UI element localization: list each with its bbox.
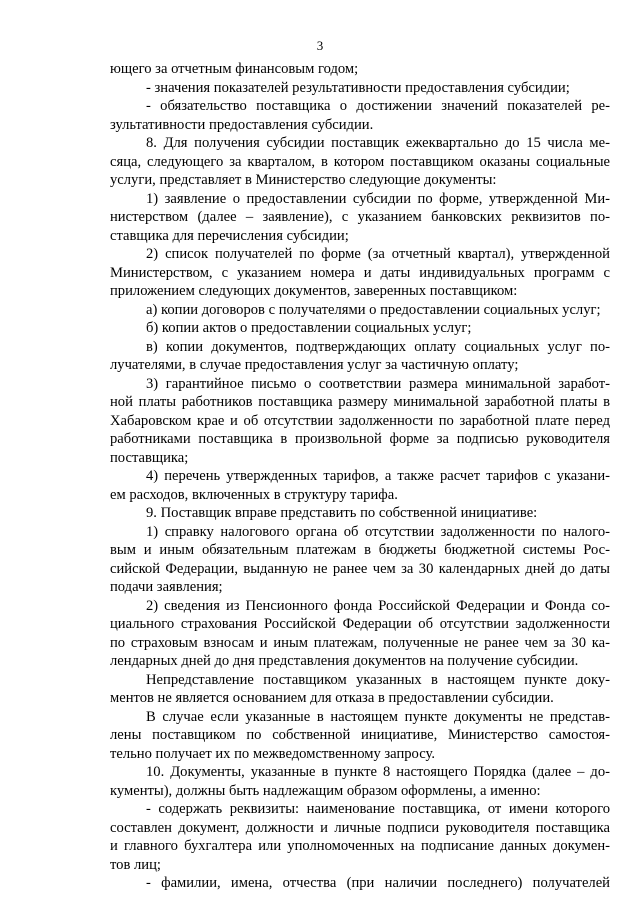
text-line: б) копии актов о предоставлении социальных услуг;: [146, 320, 472, 336]
text-line: - обязательство поставщика о достижении значений показателей ре-: [146, 98, 610, 114]
text-line: В случае если указанные в настоящем пункте документы не представ-: [146, 708, 610, 725]
text-line: ставщика для перечисления субсидии;: [110, 227, 349, 244]
text-line: ной платы работников поставщика размеру минимальной заработной платы в: [110, 394, 610, 410]
text-line: лендарных дней до дня представления документов на получение субсидии.: [110, 653, 579, 669]
text-line: и главного бухгалтера или уполномоченных на подписание данных докумен-: [110, 838, 610, 854]
text-line: - содержать реквизиты: наименование поставщика, от имени которого: [146, 801, 610, 817]
text-line: вым и иным обязательным платежам в бюджеты бюджетной системы Рос-: [110, 542, 610, 558]
text-line: по страховым взносам и иным платежам, полученные не ранее чем за 30 ка-: [110, 634, 610, 651]
text-line: кументы), должны быть надлежащим образом оформлены, а именно:: [110, 782, 541, 799]
text-line: работниками поставщика в произвольной форме за подписью руководителя: [110, 431, 610, 447]
text-line: ем расходов, включенных в структуру тарифа.: [110, 486, 398, 503]
text-line: в) копии документов, подтверждающих оплату социальных услуг по-: [146, 338, 610, 355]
text-line: приложением следующих документов, заверенных поставщиком:: [110, 283, 518, 299]
page-number: 3: [316, 38, 324, 53]
text-line: 2) сведения из Пенсионного фонда Российской Федерации и Фонда со-: [146, 597, 610, 614]
text-line: 8. Для получения субсидии поставщик ежеквартально до 15 числа ме-: [146, 135, 610, 151]
text-line: нистерством (далее – заявление), с указанием банковских реквизитов по-: [110, 209, 610, 225]
text-line: 3) гарантийное письмо о соответствии размера минимальной заработ-: [146, 375, 610, 392]
text-line: 10. Документы, указанные в пункте 8 настоящего Порядка (далее – до-: [146, 764, 610, 780]
text-line: составлен документ, должности и личные подписи руководителя поставщика: [110, 819, 610, 836]
text-line: 9. Поставщик вправе представить по собственной инициативе:: [146, 505, 538, 521]
text-line: услуги, представляет в Министерство следующие документы:: [110, 172, 497, 188]
text-line: сийской Федерации, выданную не ранее чем за 30 календарных дней до даты: [110, 560, 610, 577]
text-line: лучателями, в случае предоставления услуг за частичную оплату;: [110, 357, 519, 373]
text-line: Хабаровском крае и об отсутствии задолженности по заработной плате перед: [110, 412, 610, 429]
text-line: 4) перечень утвержденных тарифов, а также расчет тарифов с указани-: [146, 468, 610, 484]
text-line: Министерством, с указанием номера и даты индивидуальных программ с: [110, 264, 610, 281]
text-line: поставщика;: [110, 449, 189, 466]
text-line: - фамилии, имена, отчества (при наличии последнего) получателей: [146, 875, 610, 891]
document-body: [110, 60, 610, 893]
text-line: ментов не является основанием для отказа в предоставлении субсидии.: [110, 690, 554, 706]
text-line: 2) список получателей по форме (за отчетный квартал), утвержденной: [146, 246, 610, 262]
text-line: тов лиц;: [110, 856, 161, 873]
text-line: Непредставление поставщиком указанных в настоящем пункте доку-: [146, 671, 610, 688]
text-line: - значения показателей результативности предоставления субсидии;: [146, 79, 570, 96]
text-line: 1) справку налогового органа об отсутствии задолженности по налого-: [146, 523, 610, 540]
text-line: подачи заявления;: [110, 579, 223, 595]
text-line: лены поставщиком по собственной инициативе, Министерство самостоя-: [110, 727, 610, 743]
text-line: тельно получает их по межведомственному запросу.: [110, 745, 435, 762]
text-line: циального страхования Российской Федерации об отсутствии задолженности: [110, 616, 610, 632]
text-line: 1) заявление о предоставлении субсидии по форме, утвержденной Ми-: [146, 190, 610, 207]
text-line: а) копии договоров с получателями о предоставлении социальных услуг;: [146, 301, 601, 318]
text-line: сяца, следующего за кварталом, в котором поставщиком оказаны социальные: [110, 153, 610, 170]
text-line: зультативности предоставления субсидии.: [110, 116, 374, 133]
text-line: ющего за отчетным финансовым годом;: [110, 61, 359, 77]
